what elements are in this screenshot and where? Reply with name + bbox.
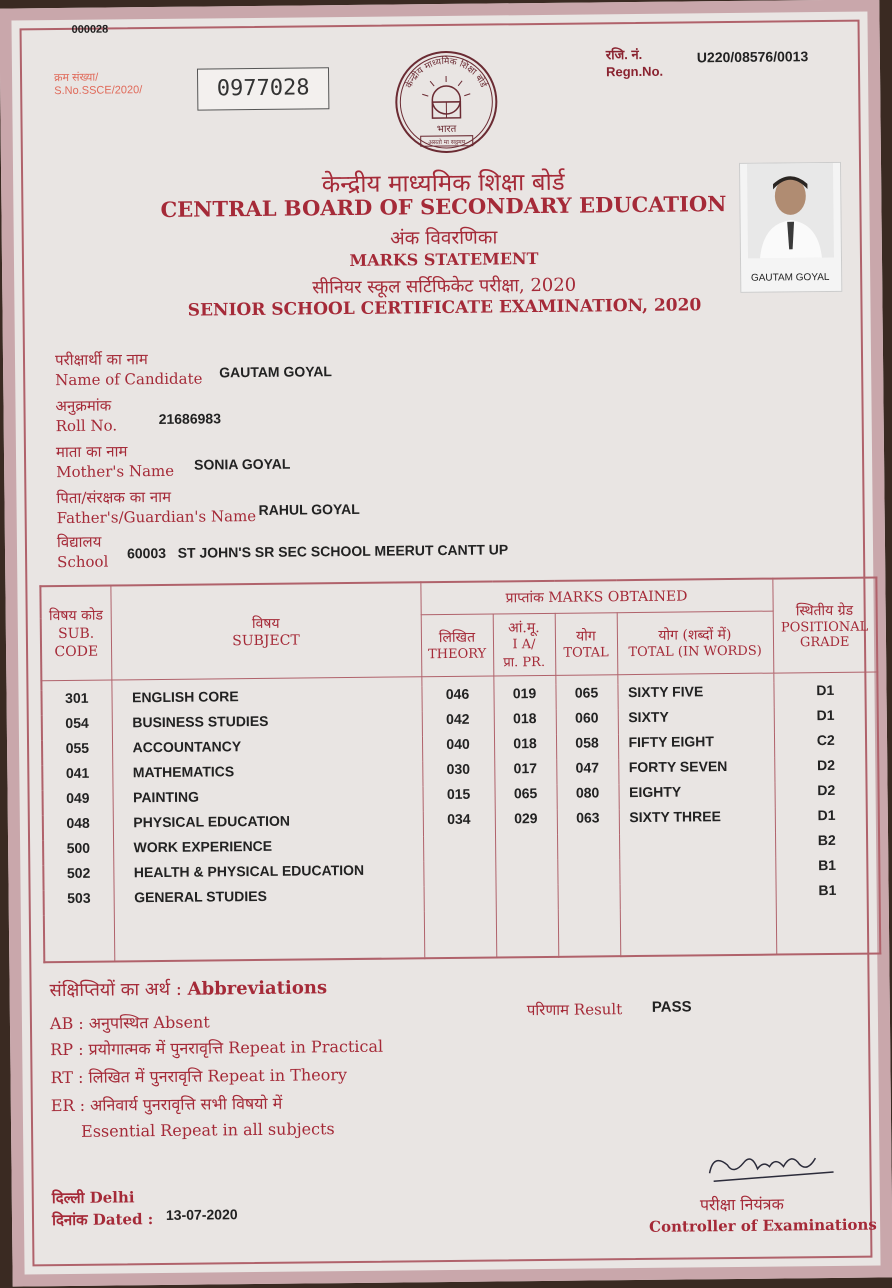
- roll-label: अनुक्रमांक Roll No.: [55, 396, 118, 436]
- svg-text:केन्द्रीय माध्यमिक शिक्षा बोर्: केन्द्रीय माध्यमिक शिक्षा बोर्ड: [404, 56, 489, 90]
- result-value: PASS: [651, 998, 692, 1016]
- header-ia-pr: आं.मू. I A/ प्रा. PR.: [493, 613, 556, 676]
- header-theory: लिखित THEORY: [421, 614, 494, 677]
- controller-hindi: परीक्षा नियंत्रक: [699, 1194, 784, 1215]
- photo-caption: GAUTAM GOYAL: [750, 271, 830, 284]
- mother-label: माता का नाम Mother's Name: [55, 442, 175, 482]
- board-name-hindi: केन्द्रीय माध्यमिक शिक्षा बोर्ड: [321, 167, 565, 199]
- place: दिल्ली Delhi: [51, 1188, 135, 1208]
- person-photo-icon: [740, 163, 841, 274]
- result-label: परिणाम Result: [526, 1000, 623, 1020]
- header-total: योग TOTAL: [555, 612, 618, 675]
- controller-english: Controller of Examinations: [649, 1215, 877, 1236]
- signature-icon: [703, 1142, 844, 1193]
- abbr-rp: RP : प्रयोगात्मक में पुनरावृत्ति Repeat in Practical: [50, 1036, 384, 1060]
- abbr-rt: RT : लिखित में पुनरावृत्ति Repeat in Theory: [50, 1065, 348, 1088]
- marks-table: [39, 576, 881, 963]
- board-name-english: CENTRAL BOARD OF SECONDARY EDUCATION: [160, 191, 727, 222]
- candidate-name: GAUTAM GOYAL: [219, 363, 333, 381]
- table-row: 041 MATHEMATICS 030 017 047 FORTY SEVEN D2: [42, 756, 878, 790]
- school-label: विद्यालय School: [56, 532, 109, 572]
- cbse-emblem-icon: [390, 45, 503, 158]
- abbr-ab: AB : अनुपस्थित Absent: [49, 1012, 210, 1034]
- table-row: 048 PHYSICAL EDUCATION 034 029 063 SIXTY THREE D1: [43, 806, 879, 840]
- name-label: परीक्षार्थी का नाम Name of Candidate: [54, 350, 203, 390]
- header-subject: विषय SUBJECT: [110, 582, 421, 679]
- school-name: 60003 ST JOHN'S SR SEC SCHOOL MEERUT CANTT UP: [126, 541, 509, 562]
- svg-text:भारत: भारत: [436, 123, 457, 136]
- exam-english: SENIOR SCHOOL CERTIFICATE EXAMINATION, 2020: [187, 295, 702, 321]
- header-marks-obtained: प्राप्तांक MARKS OBTAINED: [420, 579, 772, 615]
- dated-label: दिनांक Dated :: [51, 1210, 154, 1230]
- header-total-words: योग (शब्दों में) TOTAL (IN WORDS): [617, 611, 774, 675]
- abbreviations-title: संक्षिप्तियों का अर्थ : Abbreviations: [49, 977, 328, 1002]
- regn-label: रजि. नं. Regn.No.: [605, 46, 664, 80]
- roll-number: 21686983: [158, 410, 222, 427]
- table-row: 055 ACCOUNTANCY 040 018 058 FIFTY EIGHT C2: [42, 731, 878, 765]
- table-row: 500 WORK EXPERIENCE B2: [43, 831, 879, 865]
- serial-number-label: क्रम संख्या/ S.No.SSCE/2020/: [53, 71, 143, 98]
- svg-text:असतो मा सद्गमय: असतो मा सद्गमय: [428, 138, 466, 147]
- header-positional-grade: स्थितीय ग्रेड POSITIONAL GRADE: [772, 577, 877, 672]
- table-row: 054 BUSINESS STUDIES 042 018 060 SIXTY D1: [42, 706, 878, 740]
- date-value: 13-07-2020: [165, 1206, 238, 1223]
- statement-hindi: अंक विवरणिका: [390, 226, 498, 250]
- exam-hindi: सीनियर स्कूल सर्टिफिकेट परीक्षा, 2020: [312, 274, 577, 299]
- header-sub-code: विषय कोड SUB. CODE: [40, 586, 111, 681]
- father-name: RAHUL GOYAL: [258, 500, 360, 518]
- regn-value: U220/08576/0013: [696, 48, 809, 66]
- table-row: 301 ENGLISH CORE 046 019 065 SIXTY FIVE D1: [41, 681, 877, 715]
- serial-top: 000028: [71, 23, 109, 36]
- abbr-er-2: Essential Repeat in all subjects: [80, 1119, 335, 1141]
- serial-number-box: 0977028: [197, 67, 329, 110]
- statement-english: MARKS STATEMENT: [349, 249, 539, 270]
- table-row: 049 PAINTING 015 065 080 EIGHTY D2: [43, 781, 879, 815]
- table-row: 502 HEALTH & PHYSICAL EDUCATION B1: [43, 856, 879, 890]
- abbr-er: ER : अनिवार्य पुनरावृत्ति सभी विषयो में: [50, 1093, 283, 1116]
- father-label: पिता/संरक्षक का नाम Father's/Guardian's Name: [56, 487, 257, 528]
- mother-name: SONIA GOYAL: [194, 455, 291, 473]
- table-row: 503 GENERAL STUDIES B1: [44, 881, 880, 915]
